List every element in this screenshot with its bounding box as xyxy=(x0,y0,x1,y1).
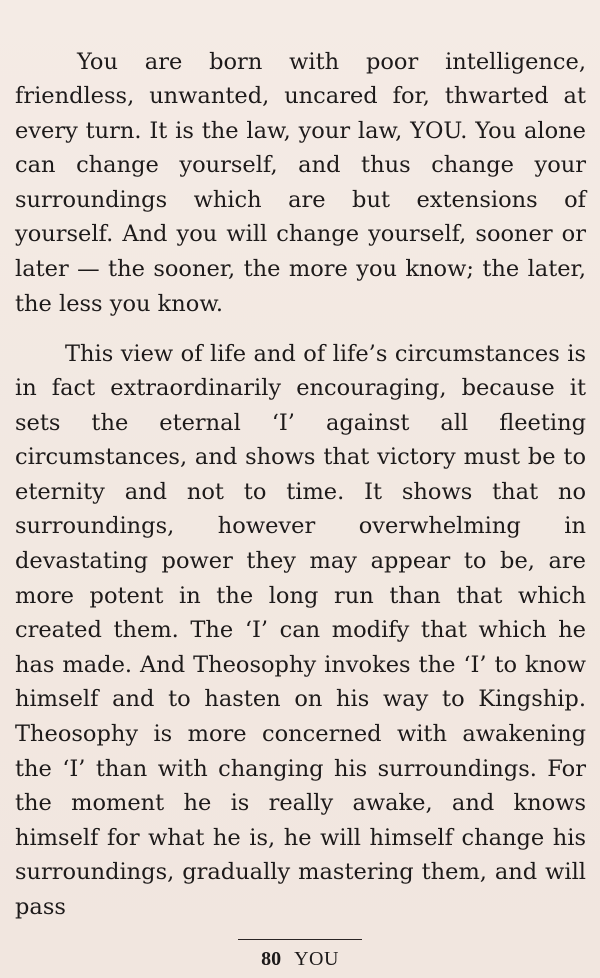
footer-rule xyxy=(238,939,362,940)
paragraph-1: You are born with poor intelligence, friendless, unwanted, uncared for, thwarted at every turn. It is the law, your law, YOU. You alone can change yourself, and thus change your surroundings which are but extensions of yourself. And you will change yourself, sooner or later — the sooner, the more you know; the later, the less you know. xyxy=(15,48,586,317)
page-number: 80 xyxy=(261,948,282,970)
running-title: YOU xyxy=(294,948,339,970)
page-footer xyxy=(0,948,600,971)
paragraph-2: This view of life and of life’s circumstances is in fact extraordinarily encouraging, because it sets the eternal ‘I’ against all fleeting circumstances, and shows that victory must be to eternity and not to time. It shows that no surroundings, however overwhelming in devastating power they may appear to be, are more potent in the long run than that which created them. The ‘I’ can modify that which he has made. And Theosophy invokes the ‘I’ to know himself and to hasten on his way to Kingship. Theosophy is more concerned with awakening the ‘I’ than with changing his surroundings. For the moment he is really awake, and knows himself for what he is, he will himself change his surroundings, gradually mastering them, and will pass xyxy=(15,340,586,920)
